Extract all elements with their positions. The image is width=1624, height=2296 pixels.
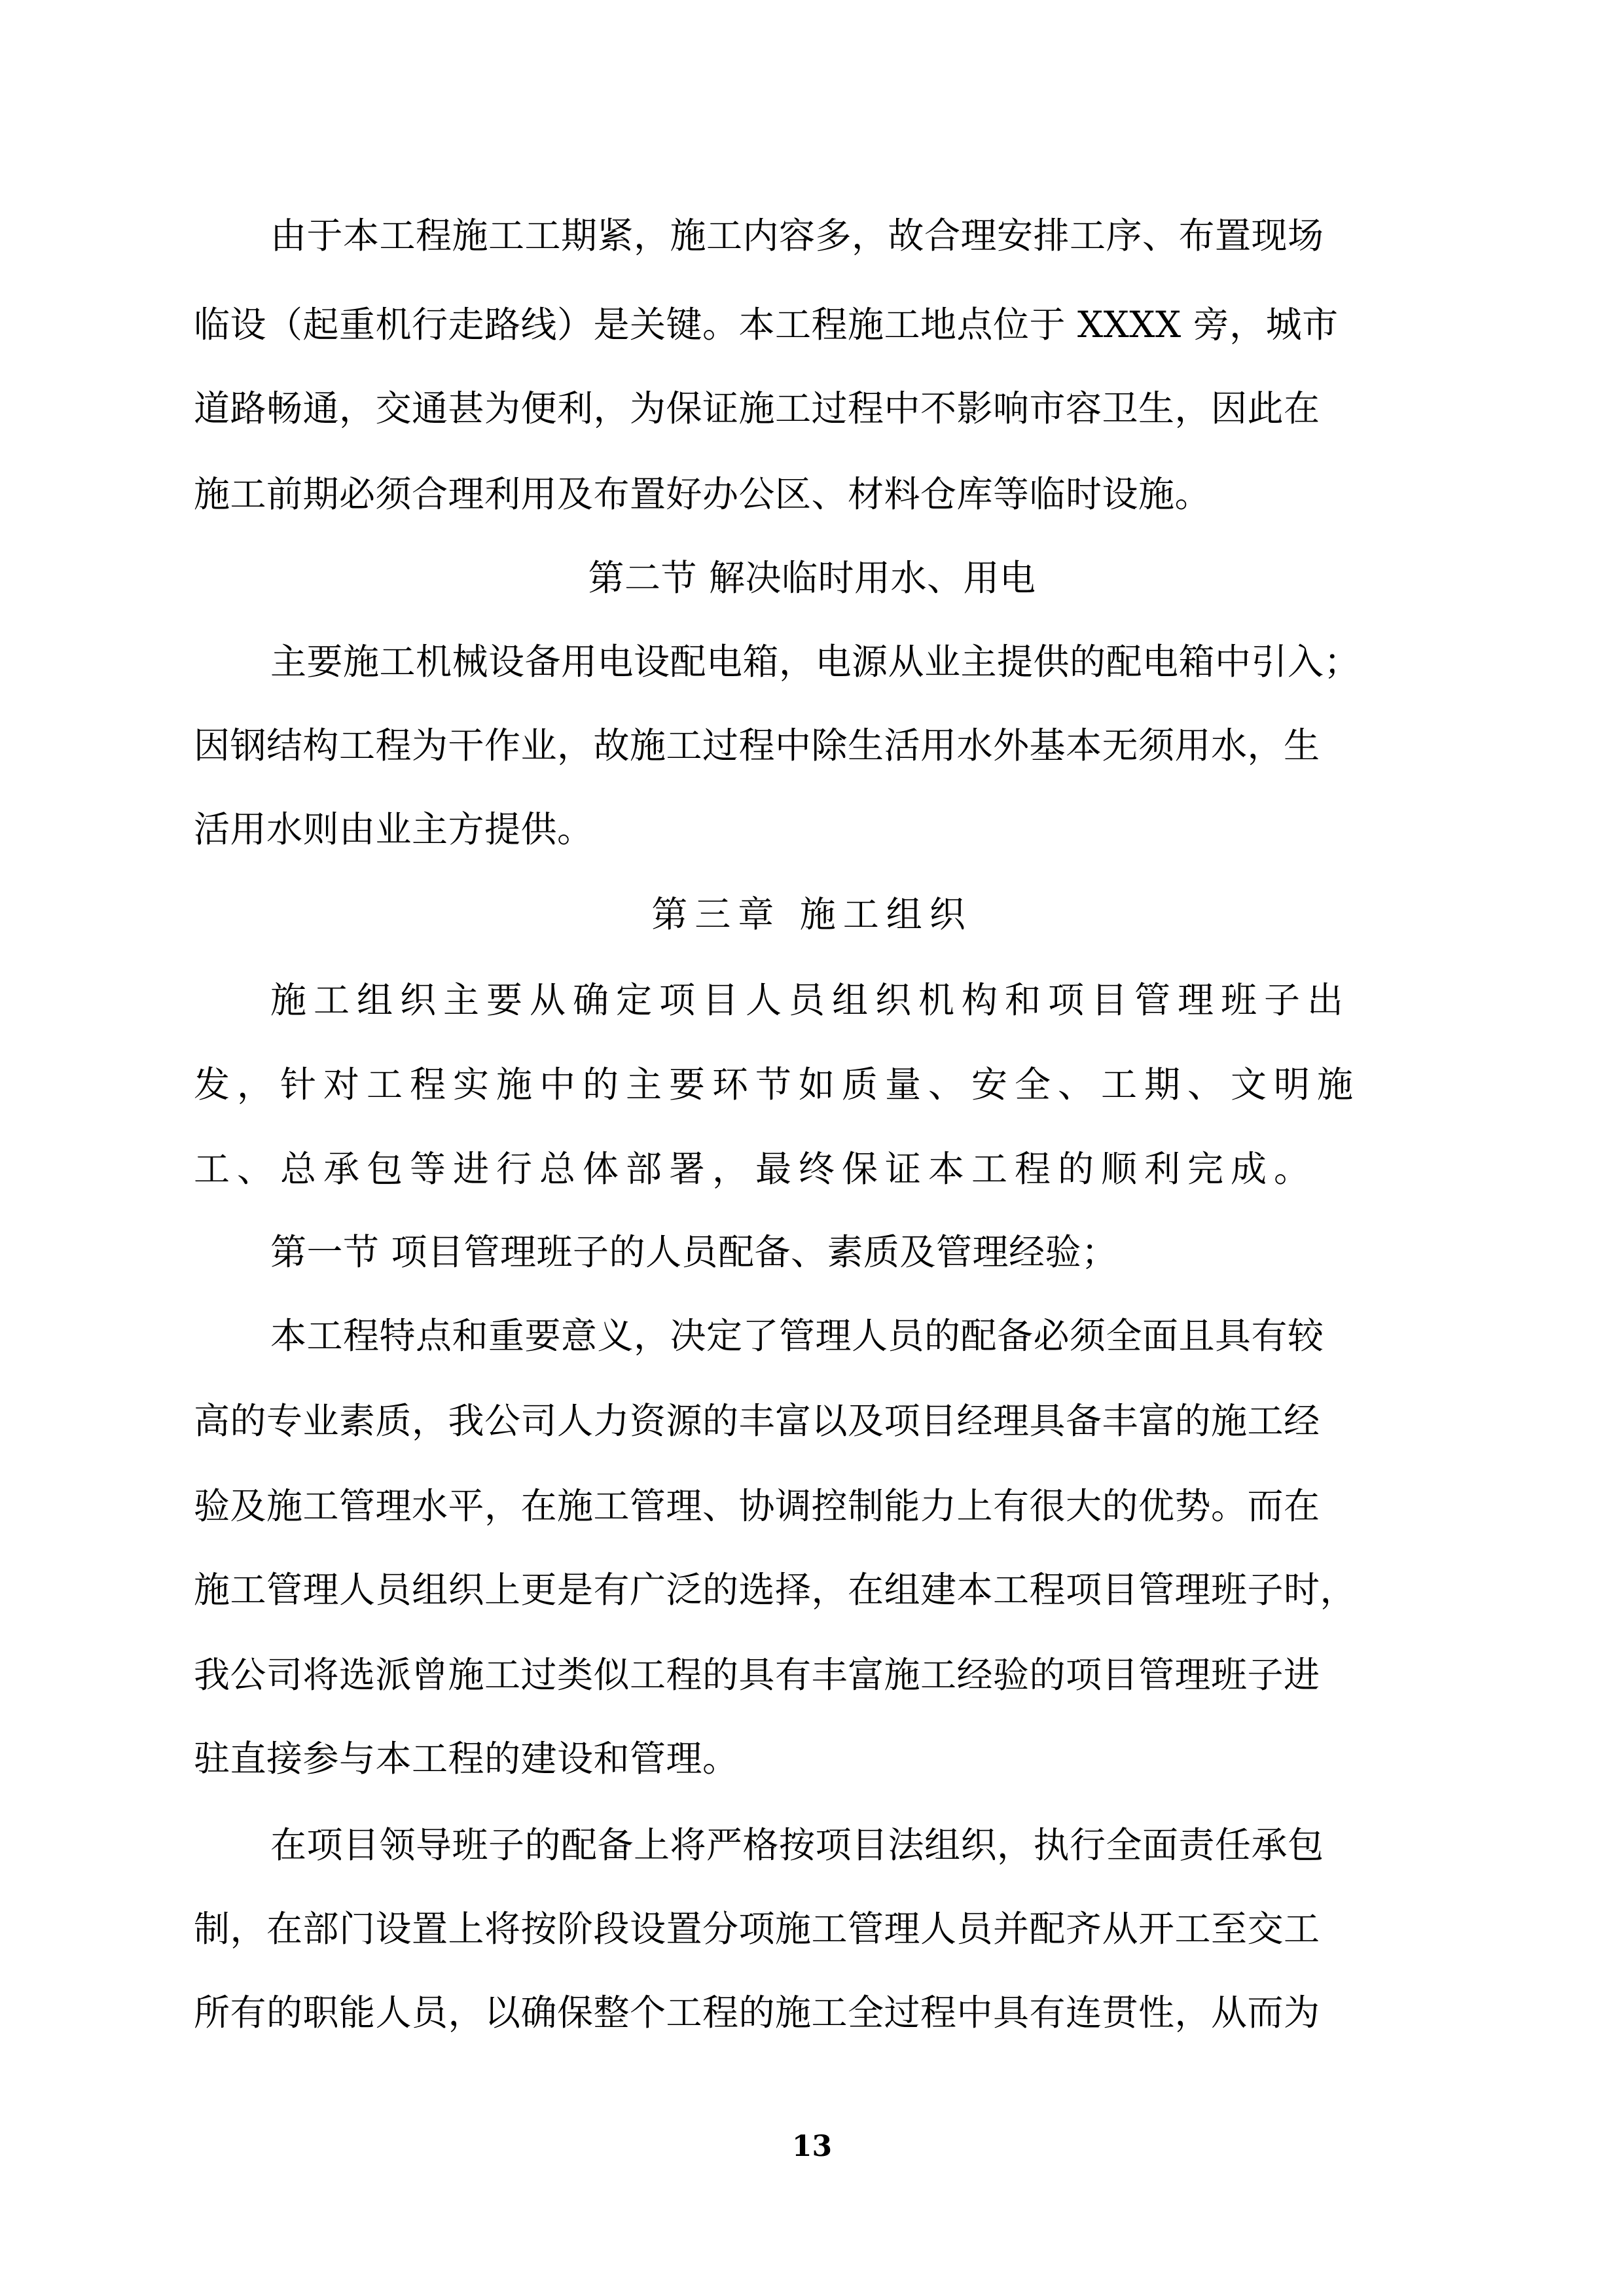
section-2-heading: 第二节 解决临时用水、用电 xyxy=(588,557,1036,599)
paragraph-1-line-4: 施工前期必须合理利用及布置好办公区、材料仓库等临时设施。 xyxy=(194,473,1212,515)
paragraph-5-line-1: 在项目领导班子的配备上将严格按项目法组织，执行全面责任承包 xyxy=(270,1824,1324,1866)
paragraph-3-line-3: 工、总承包等进行总体部署，最终保证本工程的顺利完成。 xyxy=(194,1148,1318,1190)
paragraph-4-line-6: 驻直接参与本工程的建设和管理。 xyxy=(194,1738,739,1780)
paragraph-1-line-3: 道路畅通，交通甚为便利，为保证施工过程中不影响市容卫生，因此在 xyxy=(194,387,1320,429)
paragraph-3-line-1: 施工组织主要从确定项目人员组织机构和项目管理班子出 xyxy=(270,979,1351,1021)
paragraph-1-line-1: 由于本工程施工工期紧，施工内容多，故合理安排工序、布置现场 xyxy=(270,215,1324,257)
chapter-3-heading: 第三章 施工组织 xyxy=(651,893,973,935)
paragraph-5-line-3: 所有的职能人员，以确保整个工程的施工全过程中具有连贯性，从而为 xyxy=(194,1992,1320,2034)
paragraph-4-line-3: 验及施工管理水平，在施工管理、协调控制能力上有很大的优势。而在 xyxy=(194,1485,1320,1527)
paragraph-4-line-2: 高的专业素质，我公司人力资源的丰富以及项目经理具备丰富的施工经 xyxy=(194,1400,1320,1442)
paragraph-4-line-1: 本工程特点和重要意义，决定了管理人员的配备必须全面且具有较 xyxy=(270,1315,1324,1357)
paragraph-4-line-4: 施工管理人员组织上更是有广泛的选择，在组建本工程项目管理班子时， xyxy=(194,1569,1357,1611)
paragraph-2-line-2: 因钢结构工程为干作业，故施工过程中除生活用水外基本无须用水，生 xyxy=(194,725,1320,766)
paragraph-2-line-3: 活用水则由业主方提供。 xyxy=(194,808,594,850)
page-number: 13 xyxy=(791,2130,833,2163)
paragraph-2-line-1: 主要施工机械设备用电设配电箱，电源从业主提供的配电箱中引入； xyxy=(270,641,1361,683)
paragraph-4-line-5: 我公司将选派曾施工过类似工程的具有丰富施工经验的项目管理班子进 xyxy=(194,1654,1320,1696)
section-1-heading: 第一节 项目管理班子的人员配备、素质及管理经验； xyxy=(270,1231,1118,1273)
paragraph-1-line-2: 临设（起重机行走路线）是关键。本工程施工地点位于 XXXX 旁，城市 xyxy=(194,304,1339,346)
paragraph-3-line-2: 发，针对工程实施中的主要环节如质量、安全、工期、文明施 xyxy=(194,1064,1361,1105)
paragraph-5-line-2: 制，在部门设置上将按阶段设置分项施工管理人员并配齐从开工至交工 xyxy=(194,1908,1320,1950)
